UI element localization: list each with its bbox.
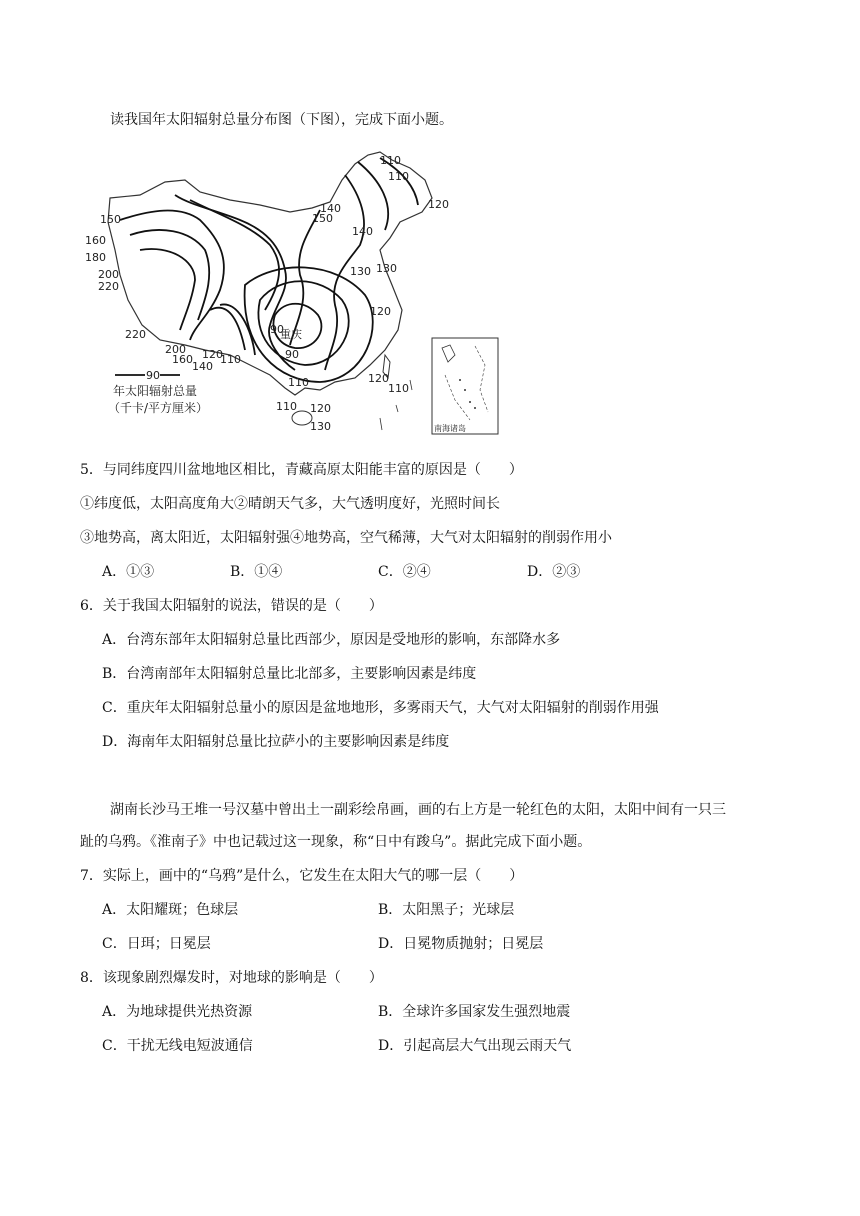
contour-label: 150 (100, 213, 121, 226)
q8-option-b[interactable]: B．全球许多国家发生强烈地震 (378, 1004, 571, 1020)
q8-option-a[interactable]: A．为地球提供光热资源 (102, 1004, 253, 1020)
q6-option-b[interactable]: B．台湾南部年太阳辐射总量比北部多，主要影响因素是纬度 (102, 666, 477, 682)
contour-label: 140 (192, 360, 213, 373)
contour-label: 140 (320, 202, 341, 215)
contour-label: 160 (172, 353, 193, 366)
contour-label: 120 (428, 198, 449, 211)
contour-label: 110 (388, 170, 409, 183)
contour-label: 120 (310, 402, 331, 415)
q6-option-d[interactable]: D．海南年太阳辐射总量比拉萨小的主要影响因素是纬度 (102, 734, 450, 750)
q5-option-d[interactable]: D．②③ (527, 564, 581, 580)
q8-option-c[interactable]: C．干扰无线电短波通信 (102, 1038, 253, 1054)
contour-label: 110 (388, 382, 409, 395)
legend-title: 年太阳辐射总量 (113, 384, 198, 398)
contour-label: 140 (352, 225, 373, 238)
q7-option-c[interactable]: C．日珥；日冕层 (102, 936, 211, 952)
legend-unit: （千卡/平方厘米） (108, 401, 209, 415)
contour-label: 200 (165, 343, 186, 356)
legend-value: 90 (146, 369, 160, 382)
q7-option-b[interactable]: B．太阳黑子；光球层 (378, 902, 515, 918)
contour-label: 120 (370, 305, 391, 318)
intro-text-2-line1: 湖南长沙马王堆一号汉墓中曾出土一副彩绘帛画，画的右上方是一轮红色的太阳，太阳中间有一只三 (110, 802, 726, 818)
contour-label: 200 (98, 268, 119, 281)
q7-stem: 7．实际上，画中的“乌鸦”是什么，它发生在太阳大气的哪一层（ ） (80, 868, 524, 884)
inset-label: 南海诸岛 (434, 424, 466, 433)
contour-label: 120 (368, 372, 389, 385)
q6-stem: 6．关于我国太阳辐射的说法，错误的是（ ） (80, 598, 383, 614)
contour-label: 120 (202, 348, 223, 361)
contour-label: 220 (98, 280, 119, 293)
hainan-island (292, 411, 312, 425)
china-map-svg (80, 150, 520, 440)
q7-option-a[interactable]: A．太阳耀斑；色球层 (102, 902, 239, 918)
contour-label: 90 (285, 348, 299, 361)
intro-text-1: 读我国年太阳辐射总量分布图（下图），完成下面小题。 (110, 112, 453, 128)
q5-statement-1: ①纬度低，太阳高度角大②晴朗天气多，大气透明度好，光照时间长 (80, 496, 500, 512)
q5-option-a[interactable]: A．①③ (102, 564, 155, 580)
solar-radiation-map (80, 150, 520, 440)
contour-label: 重庆 (280, 328, 302, 341)
contour-label: 110 (380, 154, 401, 167)
q5-option-b[interactable]: B．①④ (230, 564, 283, 580)
south-sea-inset (432, 338, 498, 434)
q7-option-d[interactable]: D．日冕物质抛射；日冕层 (378, 936, 544, 952)
q5-statement-2: ③地势高，离太阳近，太阳辐射强④地势高，空气稀薄，大气对太阳辐射的削弱作用小 (80, 530, 612, 546)
contour-label: 130 (376, 262, 397, 275)
contour-label: 220 (125, 328, 146, 341)
contour-label: 130 (310, 420, 331, 433)
q8-stem: 8．该现象剧烈爆发时，对地球的影响是（ ） (80, 970, 383, 986)
q5-stem: 5．与同纬度四川盆地地区相比，青藏高原太阳能丰富的原因是（ ） (80, 462, 523, 478)
q6-option-c[interactable]: C．重庆年太阳辐射总量小的原因是盆地地形，多雾雨天气，大气对太阳辐射的削弱作用强 (102, 700, 659, 716)
contour-label: 110 (288, 376, 309, 389)
contour-label: 180 (85, 251, 106, 264)
q8-option-d[interactable]: D．引起高层大气出现云雨天气 (378, 1038, 572, 1054)
contour-label: 150 (312, 212, 333, 225)
contour-label: 90 (270, 323, 284, 336)
q5-option-c[interactable]: C．②④ (378, 564, 431, 580)
map-legend (108, 369, 208, 415)
q6-option-a[interactable]: A．台湾东部年太阳辐射总量比西部少，原因是受地形的影响，东部降水多 (102, 632, 561, 648)
contour-label: 110 (276, 400, 297, 413)
intro-text-2-line2: 趾的乌鸦。《淮南子》中也记载过这一现象，称“日中有踆乌”。据此完成下面小题。 (80, 834, 592, 850)
contour-label: 160 (85, 234, 106, 247)
contour-label: 110 (220, 353, 241, 366)
contour-label: 130 (350, 265, 371, 278)
